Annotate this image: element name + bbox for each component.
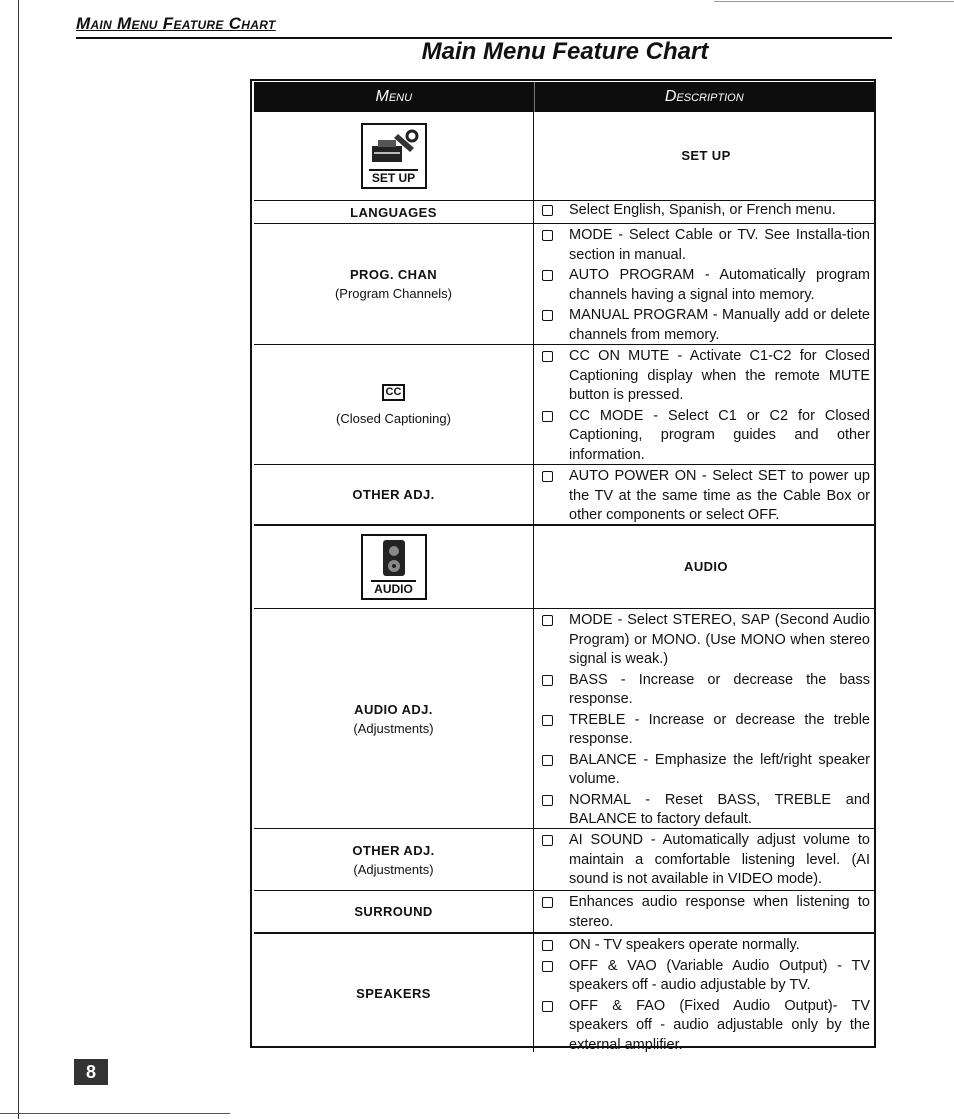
other-adj-setup-row	[254, 465, 874, 526]
top-edge-rule	[714, 1, 954, 2]
checkbox-bullet-icon	[542, 897, 553, 908]
setup-icon-caption: SET UP	[369, 169, 418, 185]
description-cell	[534, 465, 874, 524]
feature-chart-table	[254, 82, 874, 1052]
setup-title-cell	[534, 112, 874, 200]
checkbox-bullet-icon	[542, 940, 553, 951]
description-column-header: Description	[664, 88, 744, 105]
cc-icon: CC	[382, 384, 406, 401]
page-title: Main Menu Feature Chart	[421, 38, 709, 65]
audio-adj-row	[254, 609, 874, 829]
checkbox-bullet-icon	[542, 270, 553, 281]
list-item: MODE - Select STEREO, SAP (Second Audio Program) or MONO. (Use MONO when stereo signal is weak.)	[542, 611, 870, 670]
audio-icon-caption: AUDIO	[371, 580, 416, 596]
list-item: Enhances audio response when listening to stereo.	[542, 893, 870, 932]
menu-sublabel: (Program Channels)	[334, 286, 453, 301]
checkbox-bullet-icon	[542, 755, 553, 766]
menu-label: AUDIO ADJ.	[354, 701, 433, 717]
menu-sublabel: (Closed Captioning)	[336, 410, 451, 426]
list-item: ON - TV speakers operate normally.	[542, 936, 870, 956]
description-cell	[534, 224, 874, 344]
description-cell	[534, 934, 874, 1052]
checkbox-bullet-icon	[542, 675, 553, 686]
speaker-icon	[379, 538, 409, 578]
prog-chan-row	[254, 224, 874, 345]
list-item: CC MODE - Select C1 or C2 for Closed Captioning, program guides and other information.	[542, 407, 870, 466]
checkbox-bullet-icon	[542, 715, 553, 726]
closed-captioning-row	[254, 345, 874, 465]
section-header: Main Menu Feature Chart	[76, 14, 276, 33]
list-item: BASS - Increase or decrease the bass response.	[542, 671, 870, 710]
description-cell	[534, 345, 874, 464]
list-item: NORMAL - Reset BASS, TREBLE and BALANCE to factory default.	[542, 791, 870, 830]
setup-icon	[361, 123, 427, 189]
menu-label: PROG. CHAN	[349, 267, 438, 282]
audio-icon-cell	[254, 526, 534, 608]
list-item: CC ON MUTE - Activate C1-C2 for Closed Captioning display when the remote MUTE button is pressed.	[542, 347, 870, 406]
setup-icon-cell	[254, 112, 534, 200]
checkbox-bullet-icon	[542, 795, 553, 806]
checkbox-bullet-icon	[542, 310, 553, 321]
languages-row	[254, 201, 874, 224]
menu-cell	[254, 609, 534, 828]
list-item: Select English, Spanish, or French menu.	[542, 201, 870, 221]
checkbox-bullet-icon	[542, 961, 553, 972]
menu-cell	[254, 829, 534, 890]
setup-section-row	[254, 112, 874, 201]
menu-sublabel: (Adjustments)	[353, 720, 434, 736]
menu-label: LANGUAGES	[350, 204, 437, 220]
menu-label: OTHER ADJ.	[352, 842, 435, 858]
checkbox-bullet-icon	[542, 1001, 553, 1012]
toolbox-icon	[368, 128, 420, 166]
other-adj-audio-row	[254, 829, 874, 891]
description-cell	[534, 201, 874, 223]
checkbox-bullet-icon	[542, 351, 553, 362]
checkbox-bullet-icon	[542, 835, 553, 846]
setup-section-title: SET UP	[681, 148, 731, 164]
menu-cell	[254, 891, 534, 932]
checkbox-bullet-icon	[542, 471, 553, 482]
list-item: BALANCE - Emphasize the left/right speaker volume.	[542, 751, 870, 790]
list-item: OFF & FAO (Fixed Audio Output)- TV speakers off - audio adjustable only by the external amplifier.	[542, 997, 870, 1056]
checkbox-bullet-icon	[542, 615, 553, 626]
list-item: MANUAL PROGRAM - Manually add or delete channels from memory.	[542, 306, 870, 345]
menu-sublabel: (Adjustments)	[353, 861, 434, 877]
bottom-edge-rule	[0, 1113, 230, 1114]
checkbox-bullet-icon	[542, 205, 553, 216]
menu-cell	[254, 934, 534, 1052]
audio-section-title: AUDIO	[684, 559, 728, 575]
menu-label: OTHER ADJ.	[352, 487, 435, 502]
audio-title-cell	[534, 526, 874, 608]
surround-row	[254, 891, 874, 934]
checkbox-bullet-icon	[542, 230, 553, 241]
list-item: MODE - Select Cable or TV. See Installa-tion section in manual.	[542, 226, 870, 265]
table-header-row	[254, 82, 874, 112]
checkbox-bullet-icon	[542, 411, 553, 422]
audio-section-row	[254, 526, 874, 609]
menu-column-header: Menu	[254, 82, 535, 112]
page-margin-rule	[18, 0, 19, 1119]
description-cell	[534, 609, 874, 828]
menu-cell	[254, 465, 534, 524]
menu-cell	[254, 345, 534, 464]
list-item: AUTO POWER ON - Select SET to power up the TV at the same time as the Cable Box or other components or select OFF.	[542, 467, 870, 526]
speakers-row	[254, 934, 874, 1052]
description-cell	[534, 829, 874, 890]
page-number: 8	[74, 1059, 108, 1085]
menu-label: SPEAKERS	[356, 985, 431, 1001]
list-item: AUTO PROGRAM - Automatically program channels having a signal into memory.	[542, 266, 870, 305]
description-cell	[534, 891, 874, 932]
menu-cell	[254, 224, 534, 344]
menu-cell	[254, 201, 534, 223]
list-item: AI SOUND - Automatically adjust volume to maintain a comfortable listening level. (AI sound is not available in VIDEO mode).	[542, 831, 870, 890]
menu-label: SURROUND	[354, 904, 433, 919]
list-item: TREBLE - Increase or decrease the treble response.	[542, 711, 870, 750]
list-item: OFF & VAO (Variable Audio Output) - TV speakers off - audio adjustable by TV.	[542, 957, 870, 996]
audio-icon	[361, 534, 427, 600]
